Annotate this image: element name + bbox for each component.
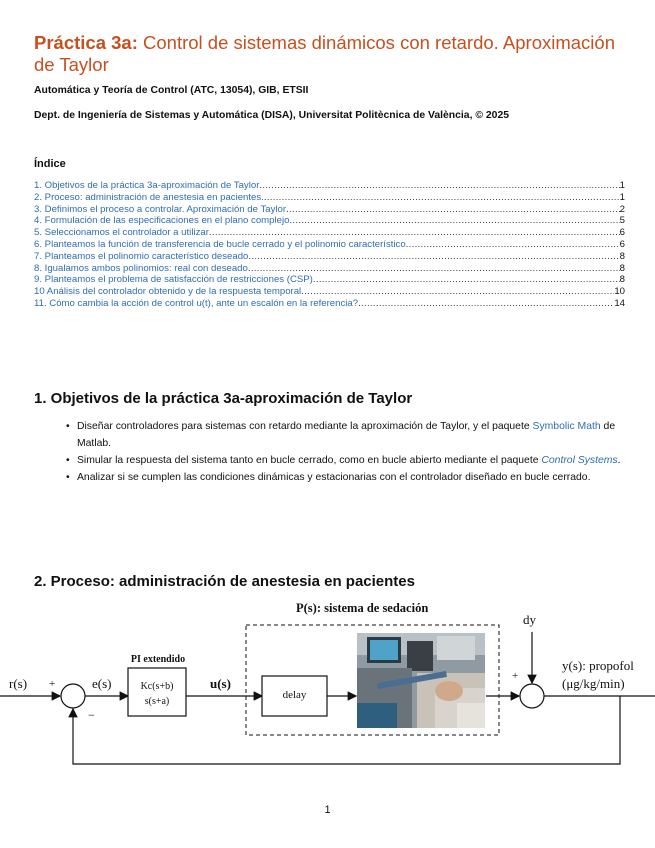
objective-text: de Matlab. <box>77 421 616 449</box>
output-units: (μg/kg/min) <box>562 676 625 691</box>
toc-page-number: 6 <box>619 227 625 239</box>
toc-entry[interactable] <box>34 204 625 216</box>
toc-entry[interactable] <box>34 239 625 251</box>
toc-entry[interactable] <box>34 180 625 192</box>
summing-junction-1 <box>61 684 85 708</box>
objective-item <box>66 469 626 486</box>
toc-entry[interactable] <box>34 215 625 227</box>
controller-denominator: s(s+a) <box>144 696 170 707</box>
bullet-glyph: • <box>66 421 70 432</box>
toc-entry[interactable] <box>34 192 625 204</box>
toc-leader-dots <box>301 286 614 298</box>
sum1-plus: + <box>49 678 56 690</box>
toc-page-number: 1 <box>619 180 625 191</box>
toc-entry-link[interactable]: 2. Proceso: administración de anestesia en pacientes. <box>34 191 264 203</box>
toc-leader-dots <box>289 215 619 227</box>
toc-entry-link[interactable]: 7. Planteamos el polinomio característico deseado <box>34 250 249 262</box>
title-text: Control de sistemas dinámicos con retardo. Aproximación de Taylor <box>34 32 615 75</box>
toc-page-number: 10 <box>614 286 625 298</box>
toc-leader-dots <box>248 263 620 275</box>
toc-page-number: 6 <box>619 238 625 250</box>
control-systems-link[interactable]: Control Systems <box>541 455 618 466</box>
toc-heading: Índice <box>34 158 66 170</box>
toc-leader-dots <box>358 298 614 310</box>
table-of-contents <box>34 180 625 310</box>
summing-junction-2 <box>520 684 544 708</box>
patient-photo <box>357 633 485 728</box>
objective-text: . <box>617 455 621 466</box>
toc-entry[interactable] <box>34 227 625 239</box>
document-title <box>34 32 634 76</box>
sum1-minus: − <box>88 708 95 722</box>
toc-leader-dots <box>313 274 620 286</box>
toc-entry[interactable] <box>34 286 625 298</box>
department-line: Dept. de Ingeniería de Sistemas y Automática (DISA), Universitat Politècnica de València, © 2025 <box>34 110 510 121</box>
reference-label: r(s) <box>9 676 28 691</box>
controller-numerator: Kc(s+b) <box>140 681 174 692</box>
toc-entry-link[interactable]: 11. Cómo cambia la acción de control u(t), ante un escalón en la referencia? <box>34 297 359 309</box>
objective-text: Analizar si se cumplen las condiciones dinámicas y estacionarias con el controlador diseñado en bucle cerrado. <box>77 472 591 483</box>
objective-text: Simular la respuesta del sistema tanto en bucle cerrado, como en bucle abierto mediante el paquete <box>77 455 542 466</box>
objectives-list <box>66 418 626 486</box>
toc-entry-link[interactable]: 5. Seleccionamos el controlador a utilizar <box>34 227 209 239</box>
bullet-glyph: • <box>66 472 70 483</box>
toc-leader-dots <box>264 192 620 204</box>
objective-text: Diseñar controladores para sistemas con retardo mediante la aproximación de Taylor, y el paquete <box>77 421 533 432</box>
toc-entry-link[interactable]: 10 Análisis del controlador obtenido y de la respuesta temporal <box>34 286 302 298</box>
objective-item <box>66 418 626 452</box>
controller-block <box>128 668 186 716</box>
control-label: u(s) <box>210 676 231 691</box>
block-diagram <box>0 598 655 778</box>
controller-label: PI extendido <box>130 654 186 665</box>
toc-leader-dots <box>259 180 619 192</box>
page-number: 1 <box>324 804 331 816</box>
section-1-heading: 1. Objetivos de la práctica 3a-aproximación de Taylor <box>34 390 413 407</box>
toc-leader-dots <box>248 251 619 263</box>
course-line: Automática y Teoría de Control (ATC, 13054), GIB, ETSII <box>34 85 309 96</box>
toc-entry[interactable] <box>34 263 625 275</box>
toc-entry-link[interactable]: 3. Definimos el proceso a controlar. Aproximación de Taylor <box>34 203 287 215</box>
toc-page-number: 1 <box>619 191 625 203</box>
toc-entry[interactable] <box>34 274 625 286</box>
toc-page-number: 8 <box>619 250 625 262</box>
plant-label: P(s): sistema de sedación <box>296 601 429 615</box>
toc-leader-dots <box>406 239 620 251</box>
toc-leader-dots <box>209 227 620 239</box>
symbolic-math-link[interactable]: Symbolic Math <box>532 421 601 432</box>
disturbance-label: dy <box>523 612 536 627</box>
title-prefix: Práctica 3a: <box>34 32 138 53</box>
toc-page-number: 14 <box>614 297 625 309</box>
toc-page-number: 2 <box>619 203 625 215</box>
toc-page-number: 5 <box>619 215 625 227</box>
toc-entry[interactable] <box>34 251 625 263</box>
error-label: e(s) <box>92 676 112 691</box>
output-label: y(s): propofol <box>562 658 634 673</box>
toc-entry-link[interactable]: 6. Planteamos la función de transferencia de bucle cerrado y el polinomio característico <box>34 238 406 250</box>
delay-label: delay <box>282 689 307 701</box>
sum2-plus: + <box>512 670 519 682</box>
toc-entry[interactable] <box>34 298 625 310</box>
toc-entry-link[interactable]: 8. Igualamos ambos polinomios: real con deseado <box>34 262 248 274</box>
toc-entry-link[interactable]: 9. Planteamos el problema de satisfacción de restricciones (CSP) <box>34 274 313 286</box>
section-2-heading: 2. Proceso: administración de anestesia en pacientes <box>34 573 415 590</box>
objective-item <box>66 452 626 469</box>
toc-entry-link[interactable]: 1. Objetivos de la práctica 3a-aproximación de Taylor <box>34 180 260 191</box>
toc-page-number: 8 <box>619 274 625 286</box>
bullet-glyph: • <box>66 455 70 466</box>
toc-leader-dots <box>286 204 620 216</box>
toc-entry-link[interactable]: 4. Formulación de las especificaciones en el plano complejo <box>34 215 290 227</box>
toc-page-number: 8 <box>619 262 625 274</box>
